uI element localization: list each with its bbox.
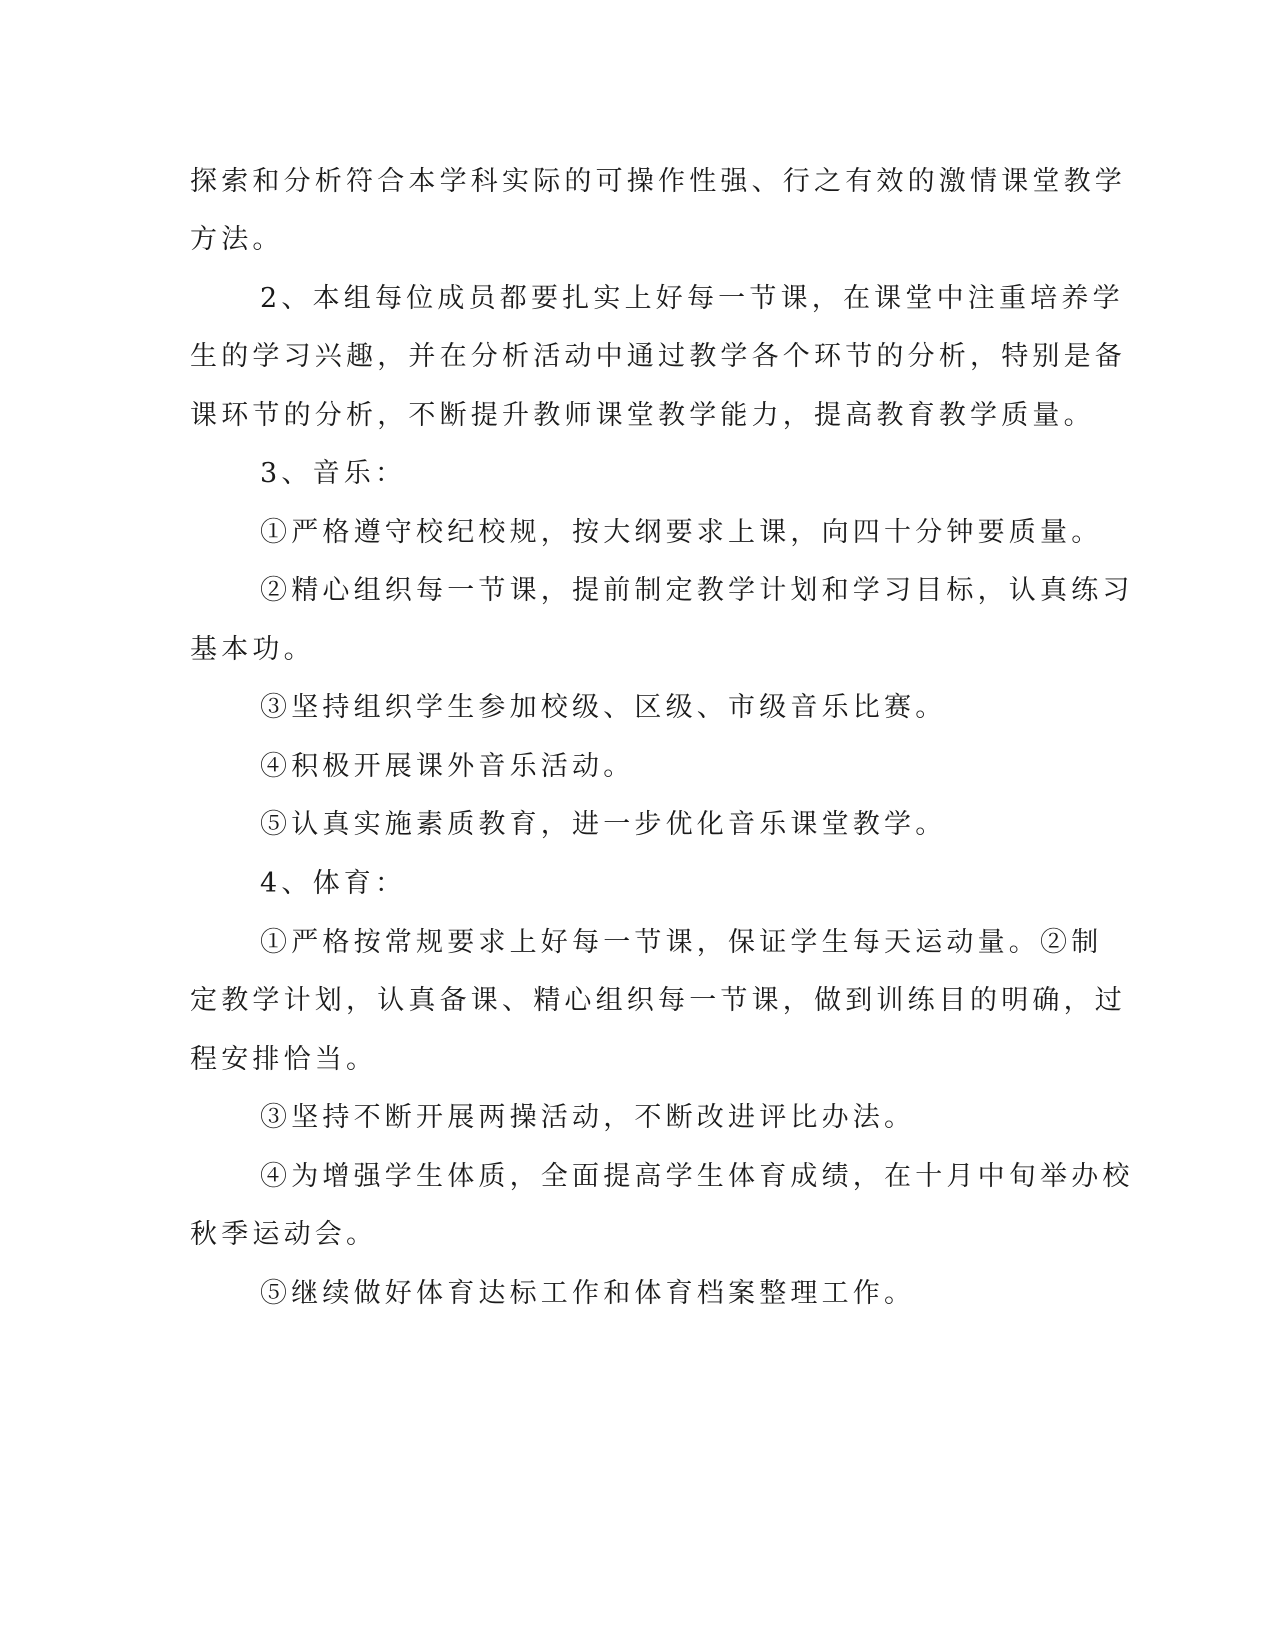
section-heading: 3、音乐： bbox=[260, 458, 407, 489]
text-line: 课环节的分析，不断提升教师课堂教学能力，提高教育教学质量。 bbox=[190, 400, 1095, 431]
list-item: ③坚持组织学生参加校级、区级、市级音乐比赛。 bbox=[260, 692, 947, 723]
text-line: 方法。 bbox=[190, 224, 284, 255]
text-line: 探索和分析符合本学科实际的可操作性强、行之有效的激情课堂教学 bbox=[190, 166, 1126, 197]
list-item: ④为增强学生体质，全面提高学生体育成绩，在十月中旬举办校 bbox=[260, 1161, 1134, 1192]
text-line: 秋季运动会。 bbox=[190, 1219, 378, 1250]
list-item: ④积极开展课外音乐活动。 bbox=[260, 751, 635, 782]
text-line: 2、本组每位成员都要扎实上好每一节课，在课堂中注重培养学 bbox=[260, 283, 1124, 314]
section-heading: 4、体育： bbox=[260, 868, 407, 899]
text-line: 基本功。 bbox=[190, 634, 315, 665]
list-item: ③坚持不断开展两操活动，不断改进评比办法。 bbox=[260, 1102, 916, 1133]
text-line: 生的学习兴趣，并在分析活动中通过教学各个环节的分析，特别是备 bbox=[190, 341, 1126, 372]
list-item: ①严格按常规要求上好每一节课，保证学生每天运动量。②制 bbox=[260, 927, 1103, 958]
list-item: ⑤继续做好体育达标工作和体育档案整理工作。 bbox=[260, 1278, 916, 1309]
text-line: 程安排恰当。 bbox=[190, 1044, 378, 1075]
text-line: 定教学计划，认真备课、精心组织每一节课，做到训练目的明确，过 bbox=[190, 985, 1126, 1016]
list-item: ⑤认真实施素质教育，进一步优化音乐课堂教学。 bbox=[260, 809, 947, 840]
list-item: ②精心组织每一节课，提前制定教学计划和学习目标，认真练习 bbox=[260, 575, 1134, 606]
list-item: ①严格遵守校纪校规，按大纲要求上课，向四十分钟要质量。 bbox=[260, 517, 1103, 548]
